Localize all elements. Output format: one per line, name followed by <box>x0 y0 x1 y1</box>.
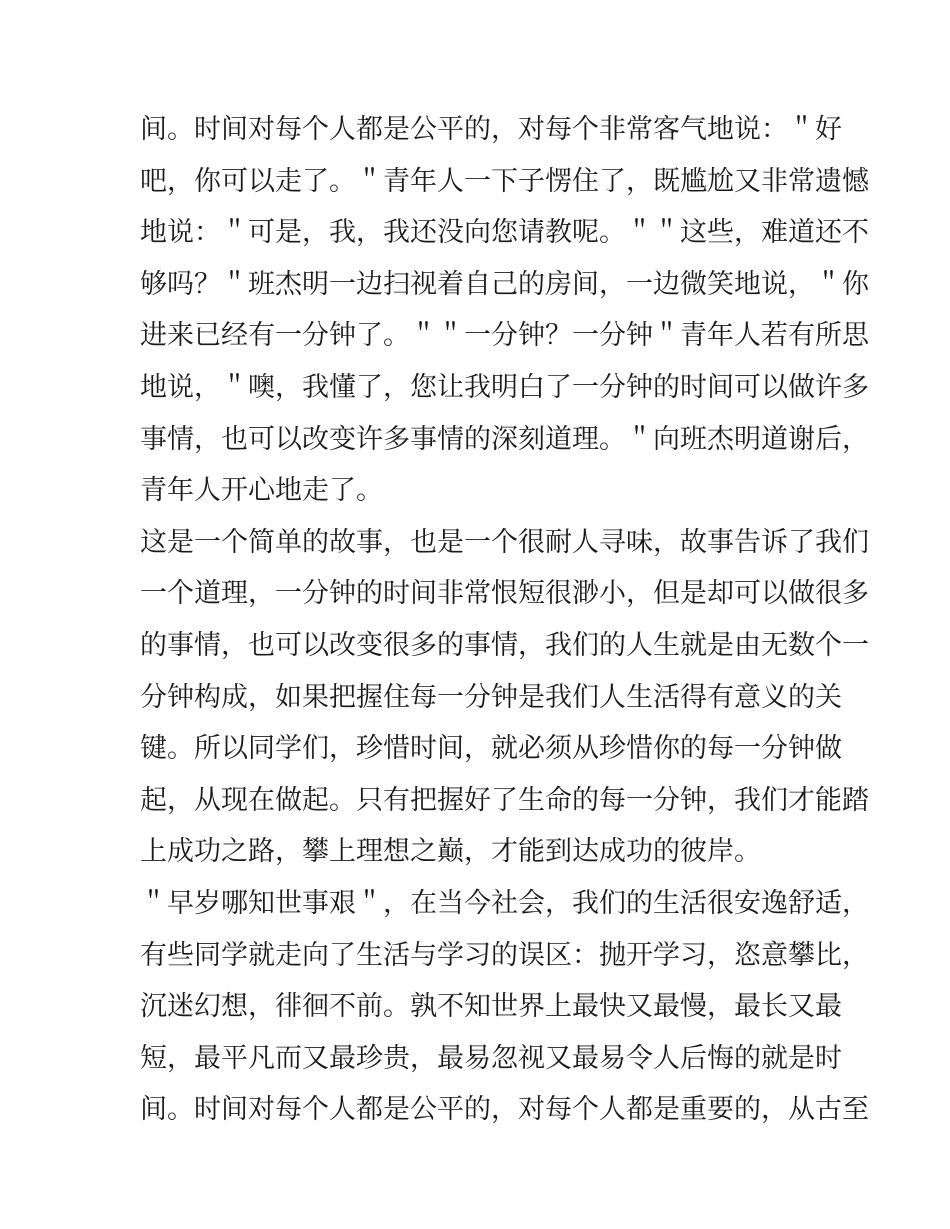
text-line: 这是一个简单的故事，也是一个很耐人寻味，故事告诉了我们 <box>140 526 869 558</box>
text-line: 进来已经有一分钟了。＂＂一分钟？一分钟＂青年人若有所思 <box>140 320 869 352</box>
text-line: 上成功之路，攀上理想之巅，才能到达成功的彼岸。 <box>140 836 761 868</box>
text-line: 键。所以同学们，珍惜时间，就必须从珍惜你的每一分钟做 <box>140 733 842 765</box>
text-line: 间。时间对每个人都是公平的，对每个非常客气地说：＂好 <box>140 114 842 145</box>
text-line: ＂早岁哪知世事艰＂，在当今社会，我们的生活很安逸舒适， <box>140 887 869 919</box>
text-line: 短，最平凡而又最珍贵，最易忽视又最易令人后悔的就是时 <box>140 1042 842 1074</box>
text-line: 够吗？＂班杰明一边扫视着自己的房间，一边微笑地说，＂你 <box>140 268 869 300</box>
text-line: 分钟构成，如果把握住每一分钟是我们人生活得有意义的关 <box>140 681 842 713</box>
text-line: 地说，＂噢，我懂了，您让我明白了一分钟的时间可以做许多 <box>140 371 869 403</box>
text-line: 一个道理，一分钟的时间非常恨短很渺小，但是却可以做很多 <box>140 578 869 610</box>
text-line: 的事情，也可以改变很多的事情，我们的人生就是由无数个一 <box>140 629 869 661</box>
text-line: 间。时间对每个人都是公平的，对每个人都是重要的，从古至 <box>140 1094 869 1126</box>
text-line: 有些同学就走向了生活与学习的误区：抛开学习，恣意攀比， <box>140 939 869 971</box>
text-line: 起，从现在做起。只有把握好了生命的每一分钟，我们才能踏 <box>140 784 869 816</box>
text-line: 沉迷幻想，徘徊不前。孰不知世界上最快又最慢，最长又最 <box>140 991 842 1023</box>
text-line: 吧，你可以走了。＂青年人一下子愣住了，既尴尬又非常遗憾 <box>140 165 869 197</box>
body-text <box>140 104 869 1136</box>
text-line: 事情，也可以改变许多事情的深刻道理。＂向班杰明道谢后， <box>140 423 869 455</box>
text-line: 地说：＂可是，我，我还没向您请教呢。＂＂这些，难道还不 <box>140 217 869 249</box>
text-line: 青年人开心地走了。 <box>140 475 383 507</box>
